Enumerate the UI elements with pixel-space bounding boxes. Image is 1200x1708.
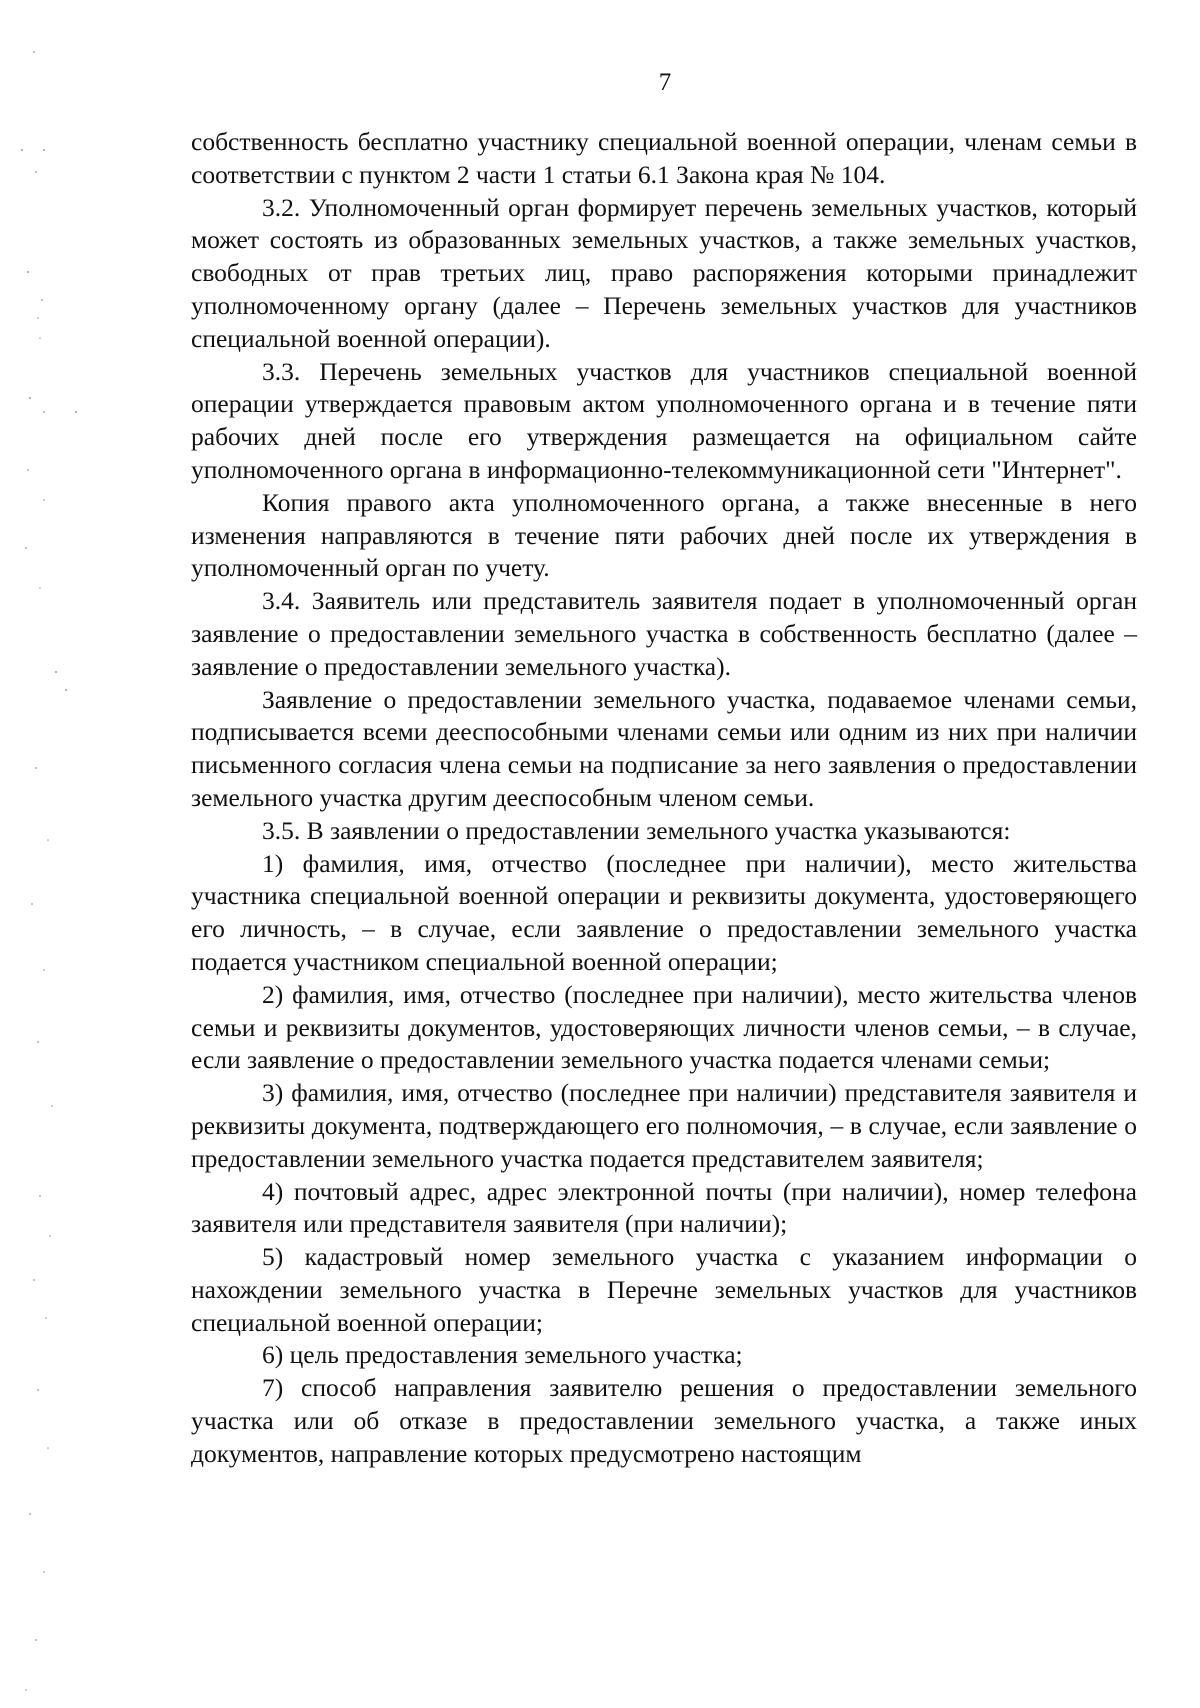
list-item: 1) фамилия, имя, отчество (последнее при наличии), место жительства участника специальной военной операции и реквизиты документа, удостоверяющего его личность, – в случае, если заявление о предоставлении земельного участка подается участником специальной военной операции; [191, 848, 1137, 976]
list-item: 4) почтовый адрес, адрес электронной почты (при наличии), номер телефона заявителя или представителя заявителя (при наличии); [191, 1176, 1137, 1239]
paragraph: 3.4. Заявитель или представитель заявителя подает в уполномоченный орган заявление о предоставлении земельного участка в собственность бесплатно (далее – заявление о предоставлении земельного участка). [191, 586, 1137, 681]
list-item: 2) фамилия, имя, отчество (последнее при наличии), место жительства членов семьи и реквизиты документов, удостоверяющих личности членов семьи, – в случае, если заявление о предоставлении земельного участка подается членами семьи; [191, 979, 1137, 1075]
list-item: 6) цель предоставления земельного участка; [262, 1340, 743, 1370]
paragraph: 3.3. Перечень земельных участков для участников специальной военной операции утверждается правовым актом уполномоченного органа и в течение пяти рабочих дней после его утверждения размещается на официальном сайте уполномоченного органа в информационно-телекоммуникационной сети "Интернет". [191, 356, 1137, 484]
list-item: 3) фамилия, имя, отчество (последнее при наличии) представителя заявителя и реквизиты документа, подтверждающего его полномочия, – в случае, если заявление о предоставлении земельного участка подается представителем заявителя; [191, 1078, 1137, 1173]
document-body [191, 126, 1137, 1471]
paragraph: собственность бесплатно участнику специальной военной операции, членам семьи в соответствии с пунктом 2 части 1 статьи 6.1 Закона края № 104. [191, 127, 1137, 189]
paragraph: Заявление о предоставлении земельного участка, подаваемое членами семьи, подписывается всеми дееспособными членами семьи или одним из них при наличии письменного согласия члена семьи на подписание за него заявления о предоставлении земельного участка другим дееспособным членом семьи. [191, 684, 1137, 812]
page-number: 7 [658, 69, 672, 96]
list-item: 5) кадастровый номер земельного участка с указанием информации о нахождении земельного участка в Перечне земельных участков для участников специальной военной операции; [191, 1242, 1137, 1337]
paragraph: Копия правого акта уполномоченного органа, а также внесенные в него изменения направляются в течение пяти рабочих дней после их утверждения в уполномоченный орган по учету. [191, 487, 1137, 583]
paragraph: 3.2. Уполномоченный орган формирует перечень земельных участков, который может состоять из образованных земельных участков, а также земельных участков, свободных от прав третьих лиц, право распоряжения которыми принадлежит уполномоченному органу (далее – Перечень земельных участков для участников специальной военной операции). [191, 192, 1137, 353]
paragraph: 3.5. В заявлении о предоставлении земельного участка указываются: [262, 815, 1011, 845]
list-item: 7) способ направления заявителю решения о предоставлении земельного участка или об отказе в предоставлении земельного участка, а также иных документов, направление которых предусмотрено настоящим [191, 1373, 1137, 1468]
scan-edge-marks [0, 0, 90, 1708]
